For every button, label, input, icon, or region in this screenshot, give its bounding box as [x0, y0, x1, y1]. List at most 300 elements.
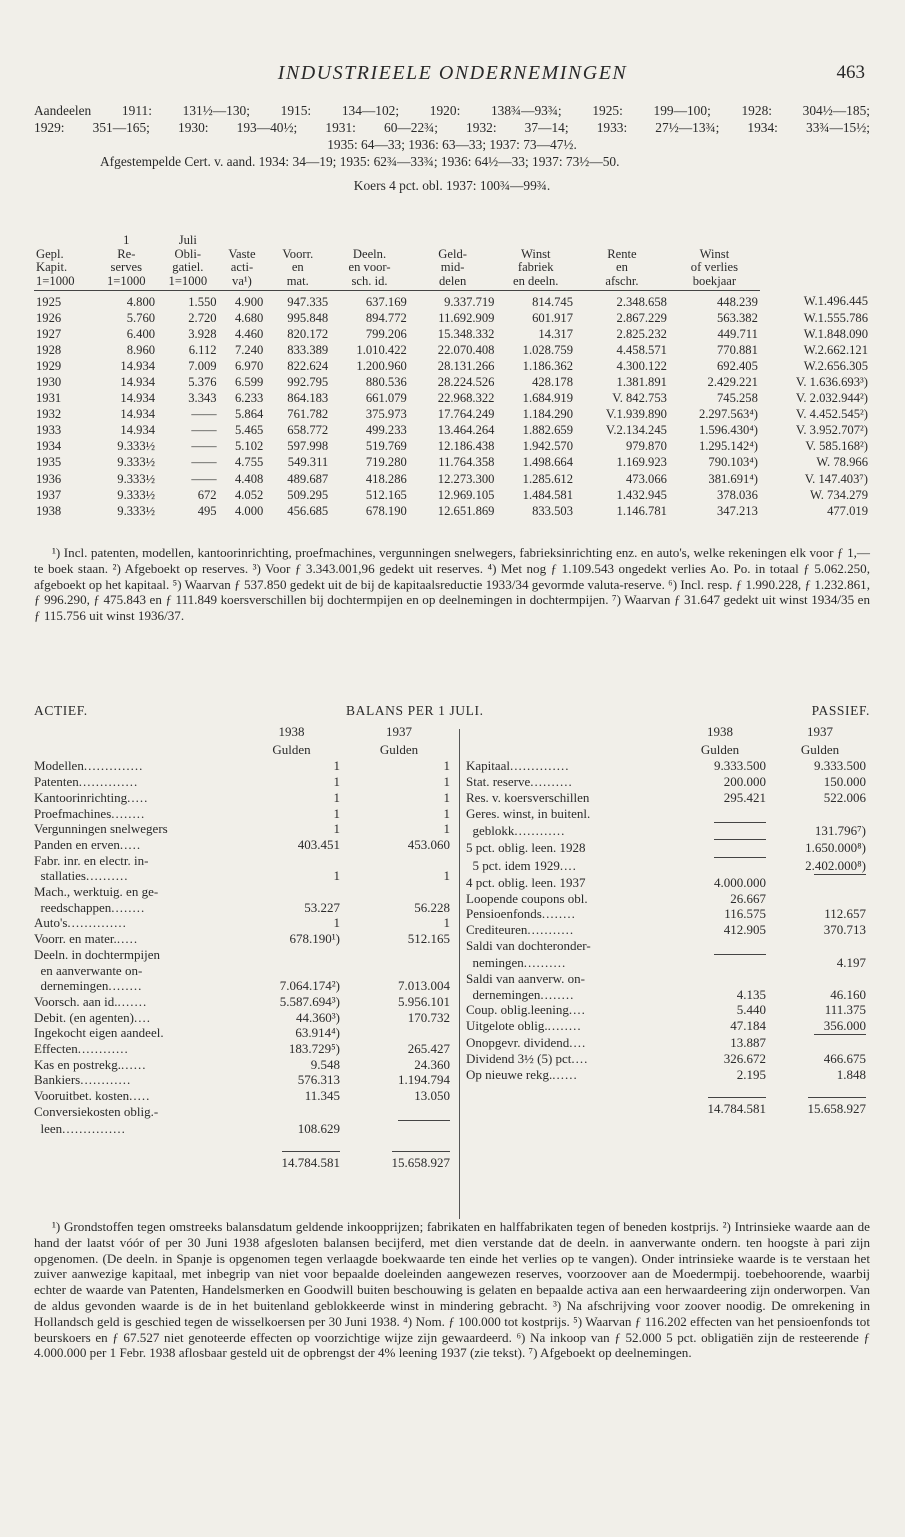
- balance-header: [34, 703, 870, 721]
- column-header: Geld-: [438, 246, 467, 261]
- table-cell: 7.240: [234, 342, 264, 357]
- column-header: 1=1000: [34, 275, 96, 291]
- column-header: delen: [409, 275, 497, 291]
- item-name: leen: [34, 1121, 63, 1137]
- balance-value: 108.629: [297, 1121, 340, 1137]
- table-cell: 12.186.438: [437, 439, 495, 454]
- table-cell: 6.970: [234, 358, 264, 373]
- table-cell: 6.112: [188, 342, 217, 357]
- table-row: [34, 358, 870, 374]
- balance-value: 26.667: [730, 890, 766, 906]
- balance-value: [344, 1104, 454, 1120]
- table-cell: V.2.134.245: [605, 423, 667, 438]
- table-cell: 8.960: [126, 342, 156, 357]
- column-header: gatiel.: [172, 260, 204, 274]
- column-header: Rente: [607, 246, 637, 261]
- leader-dots: ........: [111, 899, 146, 915]
- balance-value: 370.713: [823, 922, 866, 938]
- nil-dash: [398, 1120, 450, 1137]
- balance-item-label: [466, 774, 670, 790]
- table-cell: 15.348.332: [437, 326, 495, 341]
- balance-item-label: [466, 1051, 670, 1067]
- table-cell: 378.036: [716, 487, 758, 502]
- table-cell: 12.651.869: [437, 503, 495, 518]
- table-cell: V. 147.403⁷): [804, 471, 868, 486]
- table-row: [34, 423, 870, 439]
- balance-item-label: [466, 891, 670, 907]
- balance-value: [670, 971, 770, 987]
- column-header: Re-: [117, 246, 136, 261]
- col-unit: Gulden: [379, 741, 419, 757]
- leader-dots: ..............: [510, 758, 570, 774]
- balance-value: [670, 839, 770, 856]
- table-cell: 375.973: [365, 407, 407, 422]
- balance-item-label: [34, 947, 239, 963]
- table-cell: W.1.555.786: [803, 310, 868, 325]
- balance-row: [466, 938, 870, 954]
- table-cell: 4.052: [234, 487, 264, 502]
- table-row: [34, 342, 870, 358]
- balance-item-label: [34, 1010, 239, 1026]
- balance-value: 131.796⁷): [814, 822, 866, 838]
- col-year: 1938: [707, 724, 733, 739]
- header-row: [34, 234, 870, 248]
- balance-item-label: [466, 790, 670, 806]
- balance-item-label: [34, 868, 239, 884]
- table-cell: 428.178: [532, 375, 574, 390]
- balance-value: [239, 884, 344, 900]
- table-cell: 790.103⁴): [708, 455, 758, 470]
- table-cell: 456.685: [287, 503, 329, 518]
- balance-value: 5.956.101: [398, 993, 450, 1009]
- balance-value: [770, 1034, 870, 1051]
- balance-value: 1: [443, 789, 450, 805]
- item-name: Saldi van dochteronder-: [466, 937, 591, 953]
- row-year: 1938: [36, 503, 62, 518]
- item-name: Proefmachines: [34, 805, 112, 821]
- table-cell: 833.503: [532, 503, 574, 518]
- item-name: Panden en erven: [34, 836, 120, 852]
- table-cell: 719.280: [365, 455, 407, 470]
- item-name: Fabr. inr. en electr. in-: [34, 852, 149, 868]
- balance-item-label: [466, 839, 670, 856]
- balance-total: [670, 1083, 770, 1117]
- table-cell: 1.684.919: [522, 391, 574, 406]
- column-header: fabriek: [517, 260, 554, 274]
- column-header: boekjaar: [669, 275, 760, 291]
- column-header: Gepl.: [36, 246, 64, 261]
- table-cell: 14.934: [120, 423, 156, 438]
- table-row: [34, 503, 870, 519]
- balance-row: [466, 839, 870, 856]
- balance-row: [34, 837, 454, 853]
- leader-dots: ........: [541, 906, 576, 922]
- table-row: [34, 455, 870, 471]
- nil-dash: [714, 857, 766, 874]
- table-cell: V. 842.753: [612, 391, 667, 406]
- table-cell: 2.429.221: [707, 375, 758, 390]
- balance-row: [466, 1002, 870, 1018]
- column-header: va¹): [219, 275, 266, 291]
- table-cell: V. 585.168²): [805, 439, 868, 454]
- balance-value: 265.427: [407, 1041, 450, 1057]
- item-name: Onopgevr. dividend: [466, 1035, 570, 1051]
- table-cell: W.2.656.305: [803, 358, 868, 373]
- balance-value: 1.194.794: [398, 1072, 450, 1088]
- balance-value: 200.000: [723, 774, 766, 790]
- col-year: 1937: [386, 724, 412, 739]
- header-row: [34, 248, 870, 262]
- table-cell: 1.432.945: [616, 487, 667, 502]
- column-header: en: [616, 260, 628, 274]
- table-cell: 5.864: [234, 407, 264, 422]
- balance-value: 56.228: [414, 899, 450, 915]
- item-name: Vooruitbet. kosten: [34, 1088, 130, 1104]
- table-cell: 5.376: [188, 375, 217, 390]
- table-cell: 509.295: [287, 487, 329, 502]
- balance-row: [34, 931, 454, 947]
- table-cell: 799.206: [365, 326, 407, 341]
- balance-value: [670, 806, 770, 822]
- table-cell: V. 4.452.545²): [795, 407, 868, 422]
- balance-item-label: [466, 1067, 670, 1083]
- share-prices-intro: [34, 102, 870, 194]
- item-name: Debit. (en agenten): [34, 1009, 134, 1025]
- table-cell: 2.720: [188, 310, 217, 325]
- table-cell: 5.102: [234, 439, 264, 454]
- balance-value: 453.060: [407, 836, 450, 852]
- balance-row: [466, 906, 870, 922]
- column-header: en: [291, 260, 304, 274]
- table-cell: 495: [197, 503, 217, 518]
- row-year: 1937: [36, 487, 62, 502]
- table-cell: 448.239: [716, 294, 758, 309]
- table-cell: 637.169: [365, 294, 407, 309]
- balance-item-label: [466, 856, 670, 873]
- table-cell: 9.337.719: [444, 294, 495, 309]
- actief-label: ACTIEF.: [34, 703, 88, 718]
- table-cell: V.1.939.890: [605, 407, 667, 422]
- item-name: en aanverwante on-: [34, 962, 143, 978]
- table-cell: 13.464.264: [437, 423, 495, 438]
- balance-value: 522.006: [823, 789, 866, 805]
- balance-value: 4.197: [836, 955, 866, 971]
- table-cell: 489.687: [287, 471, 329, 486]
- passief-label: PASSIEF.: [811, 703, 870, 718]
- total-value: 15.658.927: [392, 1151, 451, 1171]
- table-cell: 1.186.362: [522, 358, 574, 373]
- table-row: [34, 326, 870, 342]
- table-cell: 880.536: [365, 375, 407, 390]
- row-year: 1930: [36, 375, 62, 390]
- leader-dots: .......: [117, 993, 148, 1009]
- leader-dots: ........: [108, 978, 143, 994]
- balance-row: [466, 1034, 870, 1051]
- table-cell: 7.009: [188, 358, 217, 373]
- balance-total: [770, 1083, 870, 1117]
- row-year: 1927: [36, 326, 62, 341]
- balance-item-label: [466, 1034, 670, 1051]
- balance-value: 9.333.500: [714, 758, 766, 774]
- balance-value: 295.421: [723, 789, 766, 805]
- table-cell: 9.333½: [117, 471, 156, 486]
- table-cell: 833.389: [287, 342, 329, 357]
- balance-value: 1: [333, 868, 340, 884]
- table-cell: 4.900: [234, 294, 264, 309]
- leader-dots: ..............: [83, 758, 144, 774]
- leader-dots: ............: [77, 1041, 129, 1057]
- balance-value: 7.013.004: [398, 978, 450, 994]
- balance-value: 1: [443, 868, 450, 884]
- table-cell: 4.000: [234, 503, 264, 518]
- balance-value: 112.657: [824, 906, 866, 922]
- balance-row: [466, 891, 870, 907]
- balance-row: [34, 884, 454, 900]
- balance-value: [344, 853, 454, 869]
- item-name: Mach., werktuig. en ge-: [34, 884, 159, 900]
- table-cell: 692.405: [716, 358, 758, 373]
- balance-value: [239, 963, 344, 979]
- table-cell: 519.769: [365, 439, 407, 454]
- row-year: 1926: [36, 310, 62, 325]
- balance-value: [344, 963, 454, 979]
- balance-row: [466, 873, 870, 890]
- table-cell: ——: [191, 407, 217, 422]
- balance-total-row: [466, 1083, 870, 1117]
- table-cell: 3.928: [188, 326, 217, 341]
- table-cell: 549.311: [287, 455, 329, 470]
- leader-dots: ....: [569, 1035, 587, 1051]
- column-header: Kapit.: [36, 260, 68, 274]
- balance-value: [770, 971, 870, 987]
- item-name: Vergunningen snelwegers: [34, 821, 168, 837]
- column-header: Deeln.: [352, 246, 387, 261]
- balance-item-label: [466, 821, 670, 838]
- balance-value: 1: [443, 805, 450, 821]
- balance-value: 512.165: [407, 931, 450, 947]
- balance-value: 576.313: [297, 1072, 340, 1088]
- balance-value: 1.848: [836, 1066, 866, 1082]
- table-cell: 1.596.430⁴): [698, 423, 758, 438]
- balance-row: [34, 1025, 454, 1041]
- balance-item-label: [34, 837, 239, 853]
- column-header: afschr.: [575, 275, 669, 291]
- item-name: Bankiers: [34, 1072, 81, 1088]
- table-cell: ——: [191, 455, 217, 470]
- table-cell: 9.333½: [117, 455, 156, 470]
- row-year: 1931: [36, 391, 62, 406]
- balance-value: 2.402.000⁸): [805, 857, 866, 873]
- balance-row: [34, 868, 454, 884]
- table-cell: 1.498.664: [522, 455, 574, 470]
- col-unit: Gulden: [800, 741, 840, 757]
- header-row: [34, 275, 870, 291]
- balance-row: [466, 987, 870, 1003]
- leader-dots: .....: [119, 836, 142, 852]
- col-unit: Gulden: [272, 741, 311, 757]
- nil-dash: [714, 839, 766, 856]
- balance-item-label: [34, 1104, 239, 1120]
- table-row: [34, 487, 870, 503]
- table-cell: 1.285.612: [522, 471, 574, 486]
- balance-row: [34, 1041, 454, 1057]
- total-value: 14.784.581: [708, 1097, 767, 1117]
- balance-value: 1: [333, 774, 340, 790]
- table-cell: 820.172: [287, 326, 329, 341]
- table-cell: 14.317: [538, 326, 574, 341]
- table-cell: 761.782: [287, 407, 329, 422]
- balance-row: [466, 1051, 870, 1067]
- total-value: 15.658.927: [808, 1097, 867, 1117]
- table-cell: 678.190: [365, 503, 407, 518]
- balance-row: [34, 821, 454, 837]
- balance-value: 13.887: [730, 1035, 766, 1051]
- leader-dots: .....: [116, 931, 139, 947]
- table-cell: 658.772: [287, 423, 329, 438]
- table-row: [34, 407, 870, 423]
- table-cell: 6.599: [234, 375, 264, 390]
- leader-dots: ........: [111, 805, 146, 821]
- table-cell: W.2.662.121: [803, 342, 868, 357]
- column-header: Voorr.: [282, 246, 314, 261]
- row-year: 1935: [36, 455, 62, 470]
- table-cell: 22.070.408: [437, 342, 495, 357]
- table-cell: 992.795: [287, 375, 329, 390]
- balance-item-label: [34, 774, 239, 790]
- balance-value: 1: [333, 789, 340, 805]
- balance-value: [344, 947, 454, 963]
- table-cell: 14.934: [120, 391, 156, 406]
- table-cell: 499.233: [365, 423, 407, 438]
- balance-item-label: [34, 963, 239, 979]
- balance-item-label: [34, 758, 239, 774]
- row-year: 1936: [36, 471, 62, 486]
- table-row: [34, 439, 870, 455]
- balance-item-label: [34, 1088, 239, 1104]
- balance-item-label: [466, 971, 670, 987]
- table-cell: 2.867.229: [616, 310, 667, 325]
- balance-item-label: [34, 915, 239, 931]
- intro-line: 1929: 351—165; 1930: 193—40½; 1931: 60—22¾; 1932: 37—14; 1933: 27½—13¾; 1934: 33¾—15½;: [34, 120, 870, 135]
- item-name: dernemingen: [34, 978, 109, 994]
- balance-row: [34, 994, 454, 1010]
- table-cell: 28.131.266: [437, 358, 495, 373]
- leader-dots: ..........: [86, 868, 129, 884]
- balance-value: 1: [333, 915, 340, 931]
- column-header: en deeln.: [496, 275, 575, 291]
- column-header: Winst: [699, 246, 730, 261]
- column-header: acti-: [230, 260, 254, 274]
- table-cell: 11.764.358: [438, 455, 495, 470]
- column-header: [669, 234, 760, 248]
- table-cell: 995.848: [287, 310, 329, 325]
- balance-value: 9.333.500: [814, 758, 866, 774]
- column-header: mid-: [440, 260, 465, 274]
- leader-dots: ..........: [530, 774, 573, 790]
- total-spacer: [34, 1137, 239, 1171]
- item-name: Saldi van aanverw. on-: [466, 970, 586, 986]
- row-year: 1925: [36, 294, 62, 309]
- balance-value: 1: [333, 758, 340, 774]
- table-cell: 672: [197, 487, 217, 502]
- balance-item-label: [34, 978, 239, 994]
- balance-item-label: [34, 806, 239, 822]
- balance-row: [34, 1088, 454, 1104]
- leader-dots: ....: [568, 1002, 586, 1018]
- balance-value: 1: [443, 821, 450, 837]
- table-cell: 894.772: [365, 310, 407, 325]
- footnote-text: ¹) Incl. patenten, modellen, kantoorinrichting, proefmachines, vergunningen snelwegers, fabrieksinrichting enz. en auto's, welke rekeningen elk voor ƒ 1,— te boek staan. ²) Afgeboekt op reserves. ³) Voor ƒ 3.343.001,96 gedekt uit reserves. ⁴) Met nog ƒ 1.109.543 ongedekt verlies Ao. Po. in totaal ƒ 5.062.250, afgeboekt op het kapitaal. ⁵) Waarvan ƒ 537.850 gedekt uit de bij de kapitaalsreductie 1933/34 gevormde valuta-reserve. ⁶) Incl. resp. ƒ 1.990.228, ƒ 1.232.861, ƒ 996.290, ƒ 475.843 en ƒ 111.849 koersverschillen bij dochtermpijen en op deelnemingen in dochtermpijen. ⁷) Waarvan ƒ 31.647 gedekt uit winst 1934/35 en ƒ 115.756 uit winst 1936/37.: [34, 545, 870, 624]
- table-cell: W. 734.279: [810, 487, 868, 502]
- table-cell: W.1.496.445: [803, 294, 868, 309]
- leader-dots: ..........: [523, 955, 567, 971]
- table-cell: 2.297.563⁴): [698, 407, 758, 422]
- column-header: 1: [123, 233, 130, 247]
- item-name: 5 pct. idem 1929: [466, 857, 560, 873]
- item-name: Conversiekosten oblig.-: [34, 1103, 159, 1119]
- column-header: of verlies: [690, 260, 739, 274]
- item-name: Effecten: [34, 1041, 78, 1057]
- item-name: Loopende coupons obl.: [466, 890, 588, 906]
- page-title: INDUSTRIEELE ONDERNEMINGEN: [277, 62, 628, 84]
- column-divider: [459, 729, 460, 1219]
- leader-dots: ............: [80, 1072, 132, 1088]
- item-name: Dividend 3½ (5) pct: [466, 1051, 572, 1067]
- financial-history-table: [34, 234, 870, 519]
- balance-row: [34, 947, 454, 963]
- intro-line: Afgestempelde Cert. v. aand. 1934: 34—19; 1935: 62¾—33¾; 1936: 64½—33; 1937: 73½—50.: [100, 154, 620, 169]
- balance-item-label: [34, 1041, 239, 1057]
- table-cell: 347.213: [716, 503, 758, 518]
- balance-item-label: [34, 884, 239, 900]
- balance-row: [34, 1010, 454, 1026]
- balance-value: 1.650.000⁸): [805, 840, 866, 856]
- table-cell: 563.382: [716, 310, 758, 325]
- item-name: stallaties: [34, 868, 86, 884]
- table-cell: 9.333½: [117, 439, 156, 454]
- table-cell: 4.800: [126, 294, 156, 309]
- row-year: 1929: [36, 358, 62, 373]
- balance-value: 466.675: [823, 1051, 866, 1067]
- balance-row: [34, 774, 454, 790]
- nil-dash: [714, 954, 766, 971]
- balance-item-label: [34, 900, 239, 916]
- table-cell: 597.998: [287, 439, 329, 454]
- table-cell: 947.335: [287, 294, 329, 309]
- balance-title: BALANS PER 1 JULI.: [346, 703, 484, 718]
- table-cell: 1.010.422: [356, 342, 407, 357]
- balance-item-label: [34, 1057, 239, 1073]
- table-cell: 5.760: [126, 310, 156, 325]
- balance-row: [466, 790, 870, 806]
- table-cell: 1.146.781: [616, 503, 667, 518]
- table-cell: 2.348.658: [616, 294, 667, 309]
- table-cell: 17.764.249: [437, 407, 495, 422]
- table-cell: 28.224.526: [437, 375, 495, 390]
- balance-value: 170.732: [407, 1009, 450, 1025]
- item-name: Auto's: [34, 915, 68, 931]
- column-header: [496, 234, 575, 248]
- balance-value: 11.345: [304, 1088, 340, 1104]
- balance-item-label: [466, 758, 670, 774]
- column-header: Winst: [520, 246, 551, 261]
- table-cell: 12.273.300: [437, 471, 495, 486]
- col-unit: Gulden: [700, 741, 740, 757]
- balance-value: 1: [443, 915, 450, 931]
- leader-dots: ...............: [62, 1121, 126, 1137]
- balance-value: 403.451: [297, 836, 340, 852]
- balance-value: 1: [443, 758, 450, 774]
